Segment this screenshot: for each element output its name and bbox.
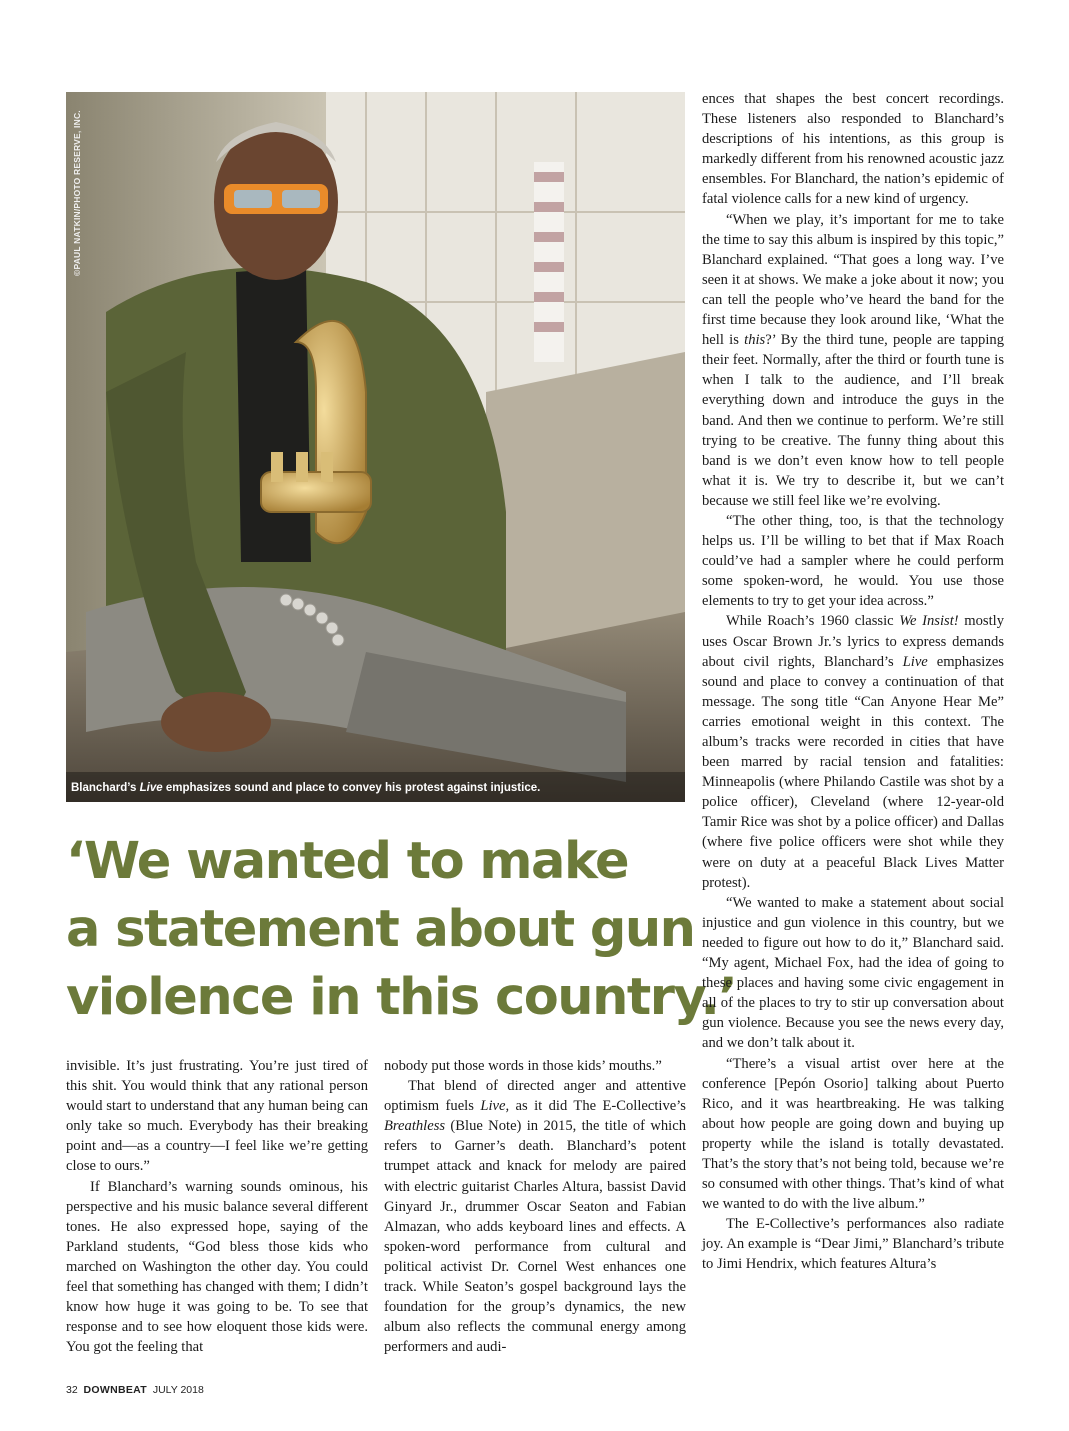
pull-quote-line: violence in this country.’ <box>66 968 737 1027</box>
paragraph: That blend of directed anger and attentive optimism fuels Live, as it did The E-Collective’s Breathless (Blue Note) in 2015, the title of which refers to Garner’s death. Blanchard’s potent trumpet attack and knack for melody are paired with electric guitarist Charles Altura, bassist David Ginyard Jr., drummer Oscar Seaton and Fabian Almazan, who adds keyboard lines and effects. A spoken-word performance from cultural and political activist Dr. Cornel West enhances one track. While Seaton’s gospel background lays the foundation for the group’s dynamics, the new album also reflects the communal energy among performers and audi- <box>384 1078 686 1356</box>
paragraph: While Roach’s 1960 classic We Insist! mostly uses Oscar Brown Jr.’s lyrics to express demands about civil rights, Blanchard’s Live emphasizes sound and place to convey a continuation of that message. The song title “Can Anyone Hear Me” carries emotional weight in this context. The album’s tracks were recorded in cities that have been marred by racial tension and fatalities: Minneapolis (where Philando Castile was shot by a police officer), Cleveland (where 12-year-old Tamir Rice was shot by a police officer) and Dallas (where five police officers were shot while they were on duty at a peaceful Black Lives Matter protest). <box>702 613 1004 891</box>
photo-credit: ©PAUL NATKIN/PHOTO RESERVE, INC. <box>72 110 82 276</box>
paragraph: “When we play, it’s important for me to take the time to say this album is inspired by this topic,” Blanchard explained. “That goes a long way. I’ve seen it at shows. We make a joke about it now; you can tell the people who’ve heard the band for the first time because they look around like, ‘What the hell is this?’ By the third tune, people are tapping their feet. Normally, after the third or fourth tune is when I talk to the audience, and I’ll break everything down and introduce the guys in the band. And then we continue to perform. We’re still trying to be creative. The funny thing about this band is we don’t even know how to tell people what it is. We try to describe it, but we can’t because we still feel like we’re evolving. <box>702 211 1004 509</box>
paragraph: invisible. It’s just frustrating. You’re just tired of this shit. You would think that any rational person would start to understand that any human being can only take so much. Everybody has their breaking point and—as a country—I feel like we’re getting close to ours.” <box>66 1058 368 1175</box>
pull-quote-line: a statement about gun <box>66 900 695 959</box>
pull-quote <box>66 828 737 1032</box>
paragraph: “We wanted to make a statement about social injustice and gun violence in this country, but we needed to figure out how to do it,” Blanchard said. “My agent, Michael Fox, had the idea of going to these places and having some civic engagement in all of the places to try to stir up conversation about gun violence. Because you see the news every day, and we don’t talk about it. <box>702 894 1004 1052</box>
paragraph: The E-Collective’s performances also radiate joy. An example is “Dear Jimi,” Blanchard’s tribute to Jimi Hendrix, which features Altura’s <box>702 1216 1004 1273</box>
magazine-name: DOWNBEAT <box>83 1384 147 1396</box>
page-footer <box>66 1384 204 1396</box>
paragraph: “There’s a visual artist over here at the conference [Pepón Osorio] talking about Puerto Rico, and it was heartbreaking. He was talking about how people are going down and buying up property while the island is totally devastated. That’s the story that’s not being told, because we’re so consumed with other things. That’s kind of what we wanted to do with the live album.” <box>702 1055 1004 1213</box>
photo-caption: Blanchard’s Live emphasizes sound and place to convey his protest against injustice. <box>71 782 541 794</box>
pull-quote-line: ‘We wanted to make <box>66 832 629 891</box>
paragraph: If Blanchard’s warning sounds ominous, his perspective and his music balance several different tones. He also expressed hope, saying of the Parkland students, “God bless those kids who marched on Washington the other day. You could feel that something has changed with them; I didn’t know how huge it was going to be. To see that response and to see how eloquent those kids were. You got the feeling that <box>66 1178 368 1356</box>
paragraph: “The other thing, too, is that the technology helps us. I’ll be willing to bet that if Max Roach could’ve had a sampler where he could perform some spoken-word, he would. You use those elements to try to get your idea across.” <box>702 512 1004 610</box>
page-number: 32 <box>66 1384 78 1396</box>
body-column-1 <box>66 1056 368 1357</box>
issue-date: JULY 2018 <box>152 1384 204 1396</box>
paragraph: ences that shapes the best concert recordings. These listeners also responded to Blanchard’s descriptions of his intentions, as this group is markedly different from his renowned acoustic jazz ensembles. For Blanchard, the nation’s epidemic of fatal violence calls for a new kind of urgency. <box>702 91 1004 208</box>
paragraph: nobody put those words in those kids’ mouths.” <box>384 1058 662 1074</box>
body-column-3 <box>702 89 1004 1275</box>
body-column-2 <box>384 1056 686 1357</box>
feature-photo <box>66 92 685 802</box>
